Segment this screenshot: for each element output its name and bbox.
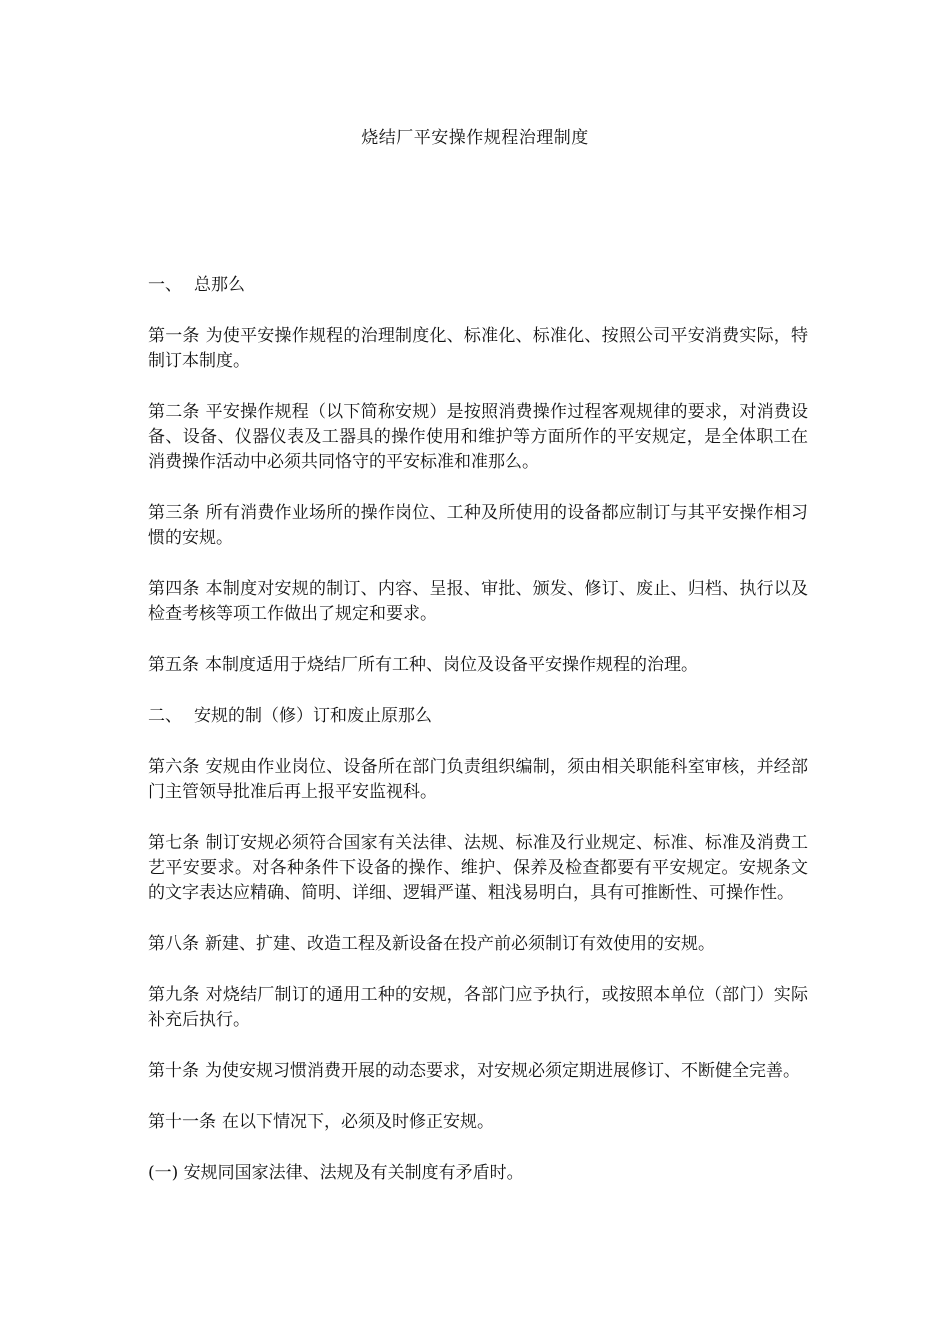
article-label: 第一条 bbox=[148, 326, 200, 346]
article-text: 本制度适用于烧结厂所有工种、岗位及设备平安操作规程的治理。 bbox=[205, 655, 698, 675]
article-paragraph bbox=[148, 983, 808, 1033]
article-paragraph bbox=[148, 324, 808, 374]
article-text: 对烧结厂制订的通用工种的安规，各部门应予执行，或按照本单位（部门）实际补充后执行。 bbox=[148, 985, 809, 1030]
section-heading-text: 总那么 bbox=[194, 275, 245, 295]
article-paragraph bbox=[148, 1059, 808, 1084]
article-text: 制订安规必须符合国家有关法律、法规、标准及行业规定、标准、标准及消费工艺平安要求。对各种条件下设备的操作、维护、保养及检查都要有平安规定。安规条文的文字表达应精确、简明、详细、逻辑严谨、粗浅易明白，具有可推断性、可操作性。 bbox=[148, 833, 809, 903]
article-paragraph bbox=[148, 501, 808, 551]
article-paragraph bbox=[148, 1110, 808, 1135]
article-paragraph bbox=[148, 400, 808, 475]
item-label: (一) bbox=[148, 1163, 179, 1183]
section-number: 二、 bbox=[148, 706, 182, 726]
list-item bbox=[148, 1161, 808, 1186]
article-label: 第七条 bbox=[148, 833, 200, 853]
section-heading bbox=[148, 704, 808, 729]
article-label: 第二条 bbox=[148, 402, 200, 422]
article-text: 在以下情况下，必须及时修正安规。 bbox=[222, 1112, 494, 1132]
article-label: 第五条 bbox=[148, 655, 199, 675]
document-body bbox=[148, 273, 808, 1212]
article-label: 第十条 bbox=[148, 1061, 199, 1081]
article-label: 第八条 bbox=[148, 934, 199, 954]
article-text: 为使平安操作规程的治理制度化、标准化、标准化、按照公司平安消费实际，特制订本制度。 bbox=[148, 326, 809, 371]
article-text: 安规由作业岗位、设备所在部门负责组织编制，须由相关职能科室审核，并经部门主管领导批准后再上报平安监视科。 bbox=[148, 757, 809, 802]
article-text: 为使安规习惯消费开展的动态要求，对安规必须定期进展修订、不断健全完善。 bbox=[205, 1061, 800, 1081]
article-paragraph bbox=[148, 653, 808, 678]
article-label: 第四条 bbox=[148, 579, 200, 599]
article-label: 第三条 bbox=[148, 503, 200, 523]
article-text: 本制度对安规的制订、内容、呈报、审批、颁发、修订、废止、归档、执行以及检查考核等项工作做出了规定和要求。 bbox=[148, 579, 809, 624]
section-number: 一、 bbox=[148, 275, 182, 295]
article-paragraph bbox=[148, 577, 808, 627]
article-text: 平安操作规程（以下简称安规）是按照消费操作过程客观规律的要求，对消费设备、设备、仪器仪表及工器具的操作使用和维护等方面所作的平安规定，是全体职工在消费操作活动中必须共同恪守的平安标准和准那么。 bbox=[148, 402, 809, 472]
section-heading bbox=[148, 273, 808, 298]
article-text: 新建、扩建、改造工程及新设备在投产前必须制订有效使用的安规。 bbox=[205, 934, 715, 954]
article-paragraph bbox=[148, 755, 808, 805]
article-text: 所有消费作业场所的操作岗位、工种及所使用的设备都应制订与其平安操作相习惯的安规。 bbox=[148, 503, 809, 548]
article-label: 第九条 bbox=[148, 985, 200, 1005]
article-label: 第六条 bbox=[148, 757, 200, 777]
document-title: 烧结厂平安操作规程治理制度 bbox=[361, 128, 589, 148]
article-paragraph bbox=[148, 932, 808, 957]
item-text: 安规同国家法律、法规及有关制度有矛盾时。 bbox=[183, 1163, 524, 1183]
section-heading-text: 安规的制（修）订和废止原那么 bbox=[194, 706, 432, 726]
article-paragraph bbox=[148, 831, 808, 906]
article-label: 第十一条 bbox=[148, 1112, 216, 1132]
